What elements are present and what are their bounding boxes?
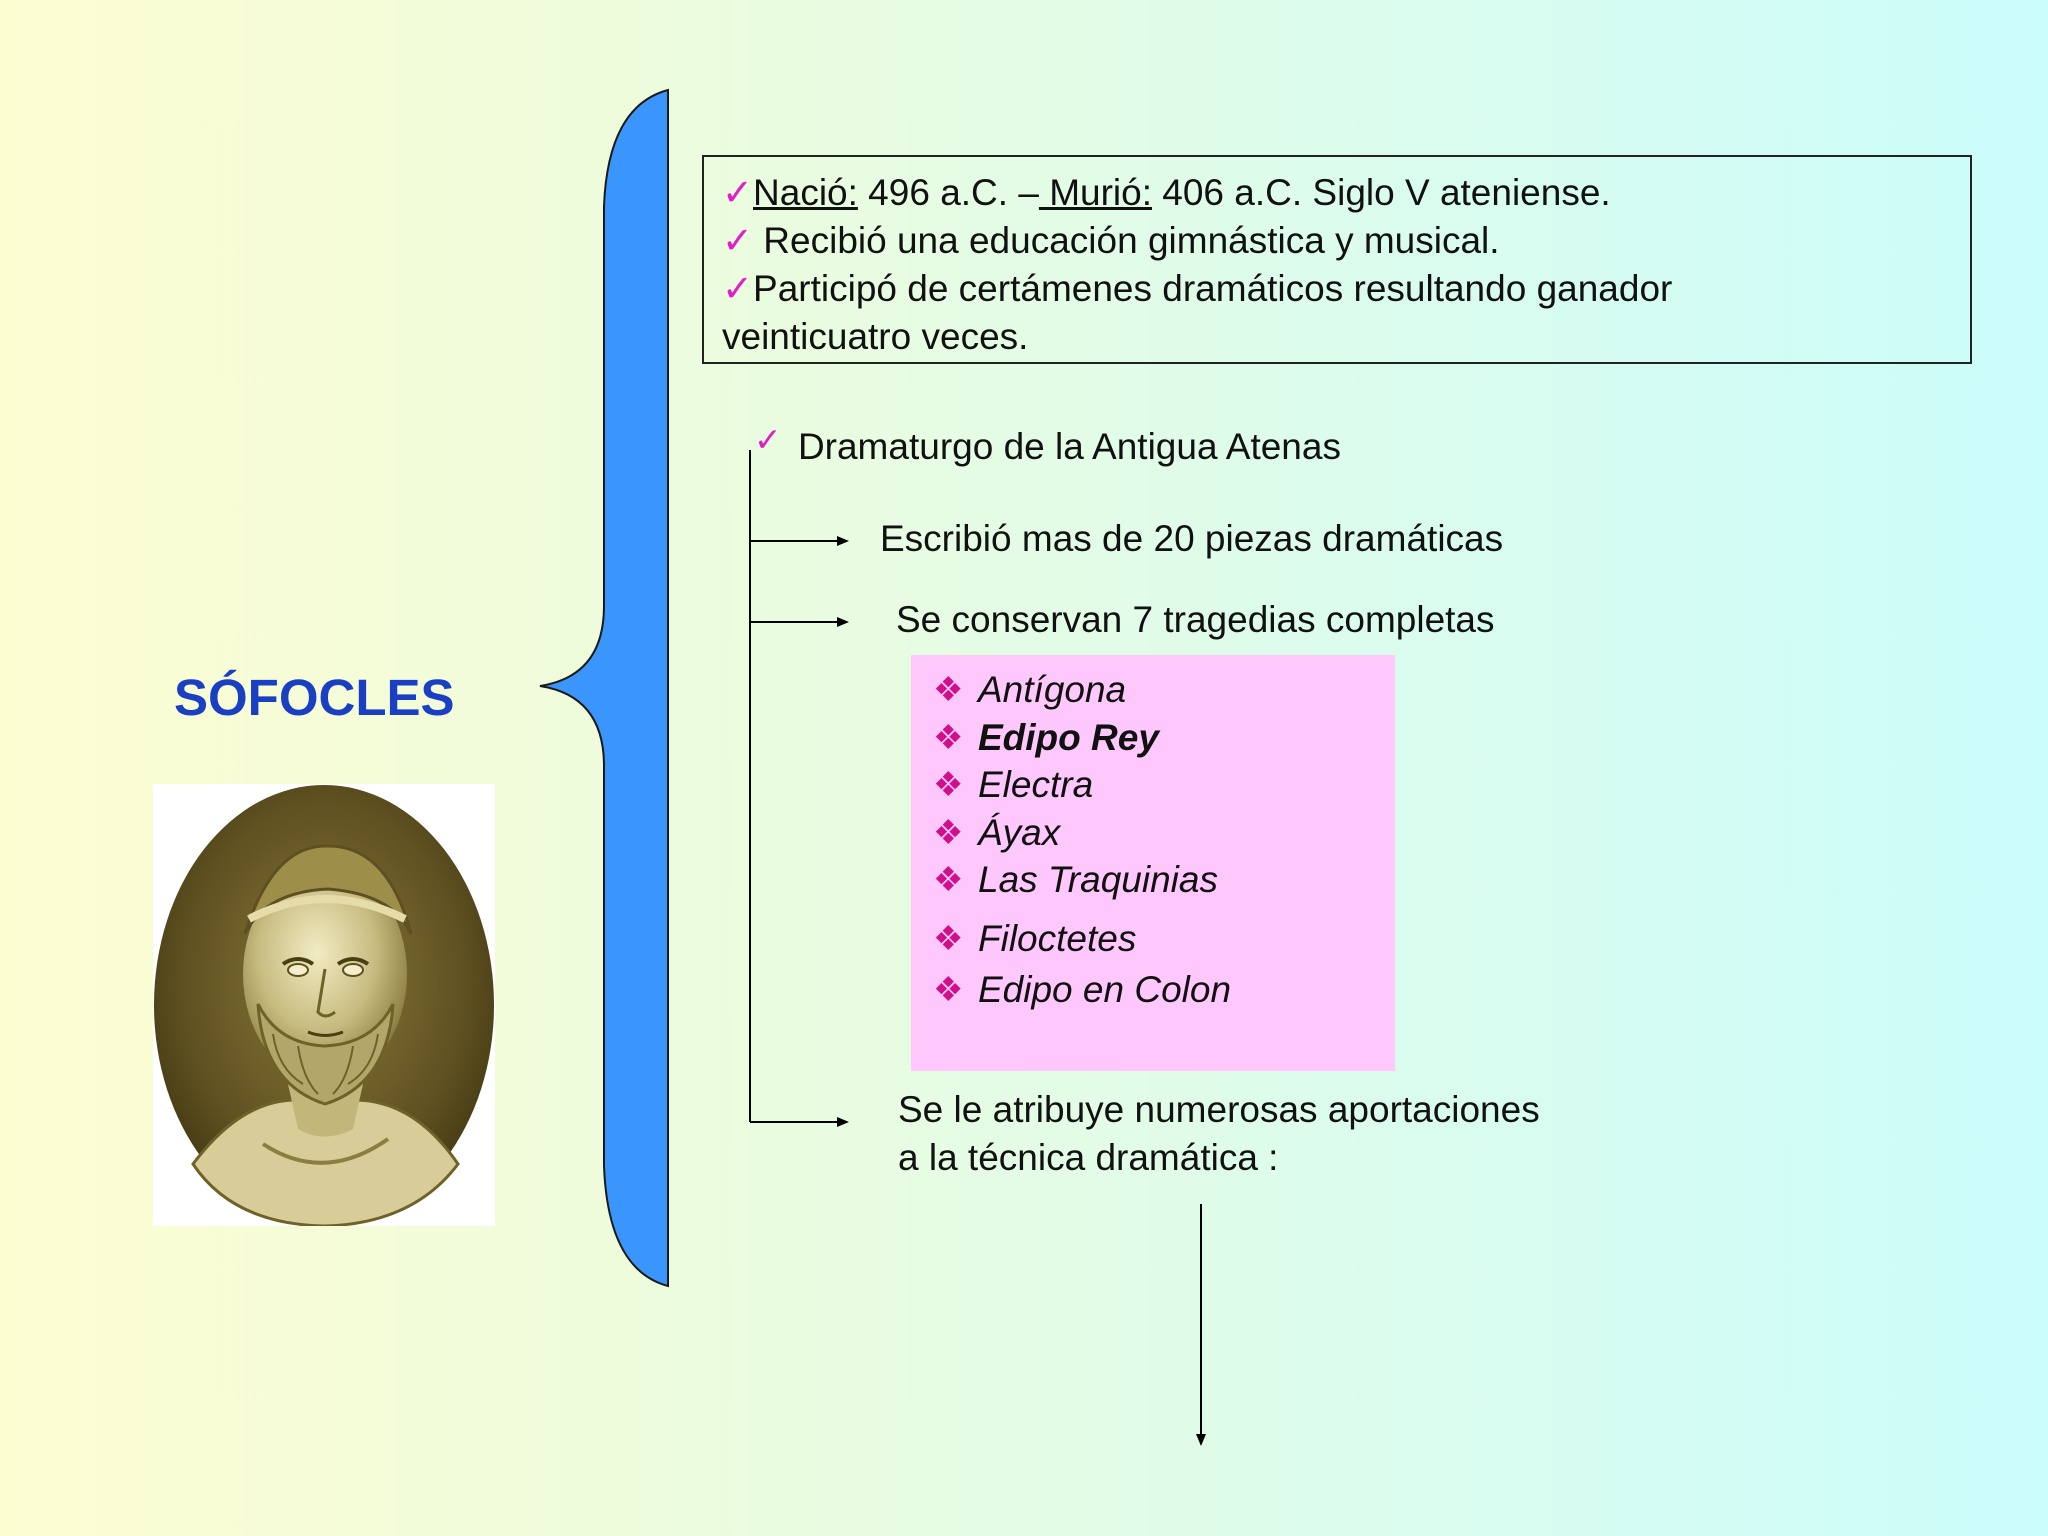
play-item: ❖ Edipo Rey [933,717,1159,758]
branch-3-text: Se le atribuye numerosas aportaciones [898,1089,1540,1130]
diamond-bullet-icon: ❖ [933,971,964,1009]
branch-2-text: Se conservan 7 tragedias completas [896,599,1495,640]
diamond-bullet-icon: ❖ [933,719,964,757]
check-icon: ✓ [722,268,754,309]
nacio-value: 496 a.C. – [857,172,1039,213]
contests-line [722,265,1952,313]
main-point [754,420,1341,468]
diamond-bullet-icon: ❖ [933,766,964,804]
diamond-bullet-icon: ❖ [933,861,964,899]
play-item: ❖ Filoctetes [933,918,1137,959]
nacio-label: Nació: [753,172,858,213]
murio-label: Murió: [1038,172,1152,213]
education-line [722,217,1952,265]
play-item: ❖ Las Traquinias [933,859,1218,900]
contests-line-2: veinticuatro veces. [722,316,1029,357]
page-title: SÓFOCLES [174,669,455,726]
sophocles-portrait [153,784,495,1226]
play-item: ❖ Electra [933,764,1094,805]
check-icon: ✓ [722,172,754,213]
diamond-bullet-icon: ❖ [933,671,964,709]
branch-3-text-cont: a la técnica dramática : [898,1137,1279,1178]
check-icon: ✓ [722,220,754,261]
play-item: ❖ Áyax [933,812,1061,853]
birth-death-line [722,169,1952,217]
check-icon: ✓ [754,421,782,458]
diamond-bullet-icon: ❖ [933,814,964,852]
play-item: ❖ Antígona [933,669,1127,710]
plays-box [911,655,1395,1071]
education-text: Recibió una educación gimnástica y musical. [753,220,1500,261]
branch-1-text: Escribió mas de 20 piezas dramáticas [880,518,1504,559]
play-item: ❖ Edipo en Colon [933,969,1232,1010]
curly-brace [530,86,680,1290]
diamond-bullet-icon: ❖ [933,920,964,958]
contests-text: Participó de certámenes dramáticos resultando ganador [753,268,1673,309]
biography-box [702,155,1972,364]
main-point-text: Dramaturgo de la Antigua Atenas [797,426,1341,467]
murio-value: 406 a.C. Siglo V ateniense. [1152,172,1611,213]
